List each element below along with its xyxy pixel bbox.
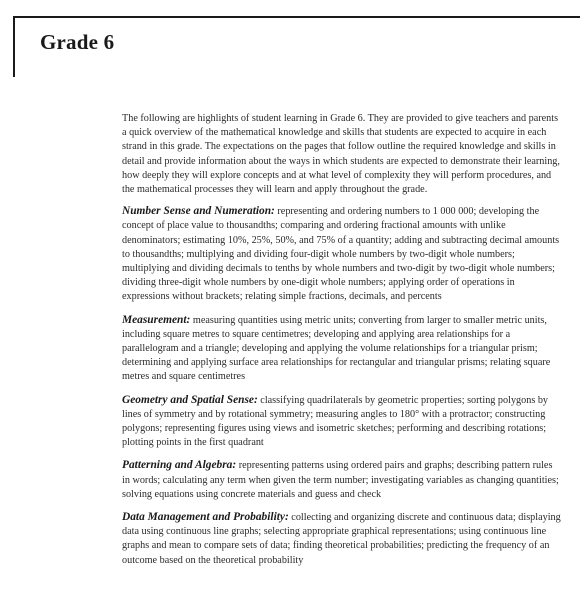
- strand-text: classifying quadrilaterals by geometric properties; sorting polygons by lines of symmetry and by rotational symmetry; measuring angles to 180° with a protractor; constructing polygons; representing figures using views and isometric sketches; performing and describing rotations; plotting points in the first quadrant: [122, 394, 549, 449]
- page-header: [0, 0, 580, 80]
- strand-text: representing and ordering numbers to 1 000 000; developing the concept of place value to thousandths; comparing and ordering fractional amounts with unlike denominators; estimating 10%, 25%, 50%, and 75% of a quantity; adding and subtracting decimal amounts to thousandths; multiplying and dividing four-digit whole numbers by two-digit whole numbers; multiplying and dividing decimals to tenths by whole numbers and two-digit by two-digit whole numbers; dividing three-digit whole numbers by one-digit whole numbers; applying order of operations in expressions without brackets; relating simple fractions, decimals, and percents: [122, 206, 560, 303]
- page-title: Grade 6: [40, 30, 115, 54]
- strand-title: Measurement:: [122, 313, 191, 326]
- strand-title: Data Management and Probability:: [122, 511, 289, 524]
- strand-text: representing patterns using ordered pairs and graphs; describing pattern rules in words; calculating any term when given the term number; investigating variables as changing quantities; solving equations using concrete materials and guess and check: [122, 460, 559, 500]
- strand-text: collecting and organizing discrete and continuous data; displaying data using continuous line graphs; selecting appropriate graphical representations; using continuous line graphs and mean to compare sets of data; finding theoretical probabilities; predicting the frequency of an outcome based on the theoretical probability: [122, 512, 561, 566]
- header-rule-left: [13, 16, 15, 77]
- strand-title: Geometry and Spatial Sense:: [122, 393, 258, 406]
- strand-patterning: [122, 458, 562, 502]
- intro-paragraph: The following are highlights of student learning in Grade 6. They are provided to give teachers and parents a quick overview of the mathematical knowledge and skills that students are expected to acquire in each strand in this grade. The expectations on the pages that follow outline the required knowledge and skills in detail and provide information about the ways in which students are expected to demonstrate their learning, how deeply they will explore concepts and at what level of complexity they will perform procedures, and the mathematical processes they will learn and apply throughout the grade.: [122, 113, 560, 196]
- strand-geometry: [122, 393, 562, 451]
- header-rule-top: [13, 16, 580, 18]
- document-body: [122, 112, 562, 576]
- strand-title: Patterning and Algebra:: [122, 459, 237, 472]
- strand-title: Number Sense and Numeration:: [122, 205, 275, 218]
- strand-text: measuring quantities using metric units; converting from larger to smaller metric units, including square metres to square centimetres; developing and applying area relationships for a parallelogram and a triangle; developing and applying the volume relationships for a triangular prism; determining and applying surface area relationships for rectangular and triangular prisms; relating square metres and square centimetres: [122, 314, 551, 383]
- strand-measurement: [122, 313, 562, 385]
- strand-data-management: [122, 510, 562, 568]
- strand-number-sense: [122, 204, 562, 304]
